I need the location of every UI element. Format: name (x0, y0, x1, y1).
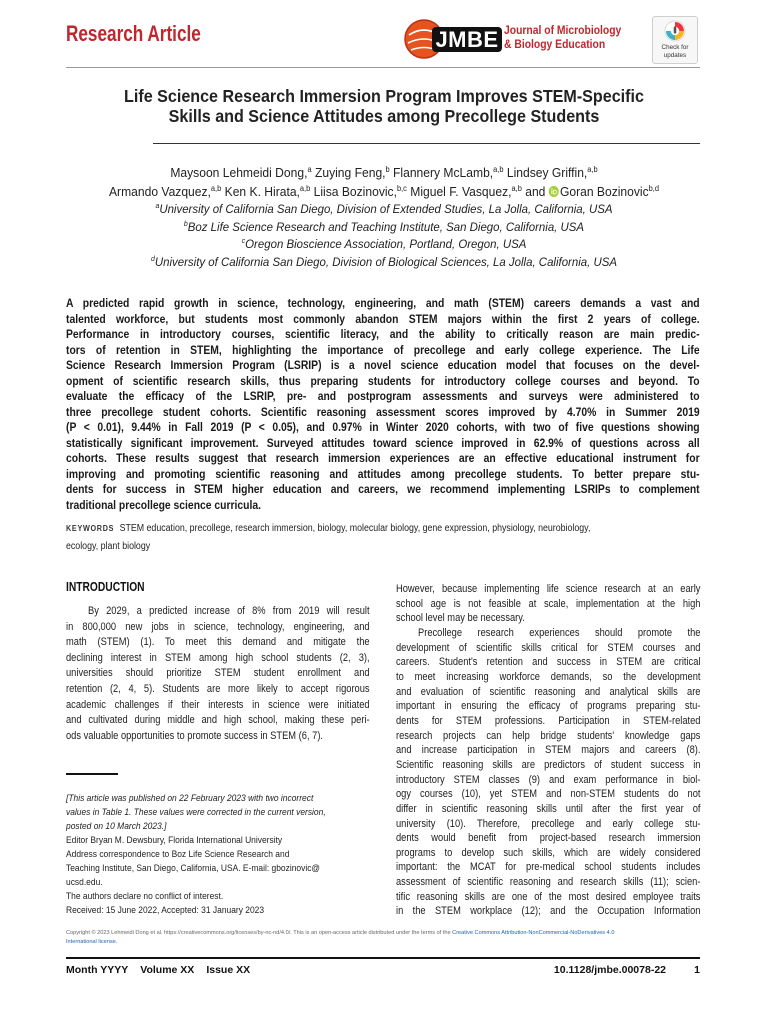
body-text-line: assessment of scientific reasoning and research skills (11); scien- (396, 876, 701, 889)
author-line (27, 163, 741, 182)
body-text-line: ods valuable opportunities to promote success in STEM (6, 7). (66, 729, 324, 742)
author-name: Liisa Bozinovic, (313, 184, 397, 199)
check-for-updates-badge[interactable] (652, 16, 698, 64)
author-line (27, 182, 741, 201)
affiliation-text: Boz Life Science Research and Teaching Institute, San Diego, California, USA (187, 219, 585, 234)
right-column-text (396, 582, 700, 919)
author (109, 184, 221, 199)
footnote-line: [This article was published on 22 February 2023 with two incorrect (66, 793, 314, 804)
keywords-label: KEYWORDS (66, 524, 115, 533)
abstract-line: three precollege student cohorts. Scientific reasoning assessment scores improved by 4.70% in Summer 2019 (66, 406, 700, 419)
footnote-line: Teaching Institute, San Diego, California, USA. E-mail: gbozinovic@ (66, 863, 321, 874)
copyright-text: Copyright © 2023 Lehmeidi Dong et al. https://creativecommons.org/licenses/by-nc-nd/4.0/. This is an open-access article distributed under the terms of the (66, 930, 453, 936)
doi: 10.1128/jmbe.00078-22 (553, 964, 666, 976)
author-affiliation-mark: b (385, 165, 390, 174)
author (507, 165, 598, 180)
affiliation (27, 219, 741, 237)
author-name: Maysoon Lehmeidi Dong, (170, 165, 308, 180)
body-text-line: in the STEM workplace (12); and the Occupation Information (396, 905, 701, 918)
footnote-line: Editor Bryan M. Dewsbury, Florida International University (66, 835, 283, 846)
abstract-line: Performance in introductory courses, scientific literacy, and the ability to critically reason are main predic- (66, 329, 700, 341)
body-text-line: in 800,000 new jobs in science, technology, engineering, and (66, 620, 370, 633)
title-line: Skills and Science Attitudes among Precollege Students (168, 106, 600, 126)
body-text-line: careers. Student's retention and success in STEM are critical (396, 656, 701, 669)
journal-name-line: & Biology Education (504, 39, 606, 51)
author (314, 184, 407, 199)
author (315, 165, 390, 180)
body-text-line: development of scientific skills critical for STEM courses and (396, 641, 701, 654)
author-name: Miguel F. Vasquez, (410, 184, 512, 199)
body-text-line: Precollege research experiences should promote the (418, 626, 701, 639)
body-text-line: and evaluation of scientific reasoning and analytical skills are (396, 685, 701, 698)
keywords-line: ecology, plant biology (66, 541, 151, 552)
abstract-line: traditional precollege science curricula. (66, 499, 262, 512)
body-text-line: ogy courses (10), yet STEM and non-STEM students do not (396, 788, 701, 801)
author (225, 184, 311, 199)
footnote-line: The authors declare no conflict of interest. (66, 891, 224, 902)
page-number: 1 (694, 964, 700, 976)
author-affiliation-mark: b,c (396, 184, 407, 193)
body-text-line: university (10). Therefore, precollege and early college stu- (396, 817, 701, 830)
abstract-line: tors of retention in STEM, highlighting the importance of precollege and early college experience. The Life (66, 344, 700, 357)
journal-logo (404, 18, 644, 62)
author-affiliation-mark: a,b (587, 165, 598, 174)
affiliation-mark: b (183, 218, 188, 228)
author-name: Ken K. Hirata, (224, 184, 300, 199)
keywords-text: STEM education, precollege, research immersion, biology, molecular biology, gene expression, physiology, neurobiology, (119, 523, 591, 534)
left-column-text (66, 604, 370, 744)
keywords-line (66, 520, 687, 538)
body-text-line: declining interest in STEM among high school students (2, 3), (66, 651, 370, 664)
affiliation-text: Oregon Bioscience Association, Portland, Oregon, USA (245, 237, 527, 252)
body-text-line: differ in scientific reasoning skills until after the first year of (396, 802, 701, 815)
logo-wordmark: JMBE (432, 27, 502, 52)
article-title (31, 86, 738, 126)
footnotes (66, 792, 370, 918)
footnote-line: values in Table 1. These values were corrected in the current version, (66, 807, 326, 818)
body-text-line: academic challenges if their interests in science were initiated (66, 698, 370, 711)
author (410, 184, 522, 199)
author-conjunction: and (525, 184, 546, 199)
body-text-line: programs to develop such skills, which are widely considered (396, 846, 701, 859)
title-divider (153, 143, 700, 144)
body-text-line: school age is not feasible at scale, implementation at the high (396, 597, 701, 610)
copyright-notice (66, 929, 700, 947)
author-affiliation-mark: a,b (210, 184, 222, 193)
badge-text: Check for (661, 44, 689, 51)
abstract-line: Science Research Immersion Program (LSRIP) is a novel science education model that focuses on the devel- (66, 360, 700, 372)
body-text-line: universities should prioritize STEM student enrollment and (66, 667, 370, 680)
section-heading: INTRODUCTION (66, 580, 145, 594)
orcid-icon[interactable] (549, 186, 559, 197)
author-affiliation-mark: b,d (648, 184, 660, 193)
body-text-line: to meet increasing workforce demands, so the development (396, 670, 701, 683)
affiliation-text: University of California San Diego, Division of Extended Studies, La Jolla, California, USA (159, 202, 613, 216)
affiliation-mark: c (241, 236, 246, 246)
copyright-line (66, 938, 700, 947)
license-link[interactable]: Creative Commons Attribution-NonCommercial-NoDerivatives 4.0 (452, 930, 615, 936)
author-affiliation-mark: a (307, 165, 312, 174)
affiliation (27, 254, 741, 272)
author (170, 165, 311, 180)
author-name: Armando Vazquez, (108, 184, 211, 199)
body-text-line: introductory STEM classes (9) and exam performance in biol- (396, 773, 701, 786)
abstract-line: cohorts. These results suggest that research immersion experiences are an effective educational instrument for (66, 453, 700, 465)
issue-date: Month YYYY (66, 964, 129, 976)
author-affiliation-mark: a,b (493, 165, 504, 174)
body-text-line: By 2029, a predicted increase of 8% from 2019 will result (88, 605, 370, 617)
affiliation-text: University of California San Diego, Division of Biological Sciences, La Jolla, California, USA (154, 255, 617, 270)
badge-text: updates (663, 51, 687, 59)
issue-info (66, 962, 262, 978)
body-text-line: and increase participation in STEM majors and careers (8). (396, 744, 701, 757)
abstract-line: (P < 0.01), 9.44% in Fall 2019 (P < 0.05), and 0.97% in Winter 2020 cohorts, with two of five questions showing (66, 422, 700, 434)
author-affiliation-mark: a,b (299, 184, 311, 193)
footnote-line: Received: 15 June 2022, Accepted: 31 January 2023 (66, 905, 265, 916)
body-text-line: and cultivated during middle and high school, making these peri- (66, 714, 370, 727)
license-link[interactable]: International license. (66, 939, 118, 945)
author-name: Lindsey Griffin, (506, 165, 588, 180)
affiliation (27, 201, 741, 219)
affiliation (27, 236, 741, 254)
footnote-line: ucsd.edu. (66, 877, 103, 888)
author-affiliation-mark: a,b (511, 184, 522, 193)
body-text-line: tific reasoning skills are one of the most desired employee traits (396, 890, 701, 903)
copyright-line (66, 929, 700, 938)
abstract-line: A predicted rapid growth in science, technology, engineering, and math (STEM) careers demands a vast and (66, 298, 700, 310)
body-text-line: Scientific reasoning skills are predictors of student success in (396, 758, 701, 771)
abstract-line: improving and promoting scientific reasoning and attitudes among precollege students. To better prepare stu- (66, 468, 700, 481)
body-text-line: research projects can help bridge students' knowledge gaps (396, 729, 701, 742)
footer-divider (66, 957, 700, 959)
footnote-divider (66, 773, 118, 775)
author-block (27, 163, 741, 272)
body-text-line: However, because implementing life science research at an early (396, 583, 701, 595)
abstract (66, 297, 700, 514)
body-text-line: math (STEM) (1). To meet this demand and mitigate the (66, 636, 370, 649)
crossmark-icon (664, 20, 686, 42)
body-text-line: retention (2, 4, 5). Students are more likely to accept rigorous (66, 682, 370, 695)
abstract-line: statistically significant improvement. Surveyed attitudes toward science improved in 62.9% of questions across all (66, 437, 700, 450)
affiliation-mark: d (151, 254, 155, 264)
author-name: Zuying Feng, (314, 165, 386, 180)
body-text-line: important: the MCAT for pre-medical school students includes (396, 861, 701, 874)
footnote-line: posted on 10 March 2023.] (66, 821, 167, 832)
abstract-line: dents for success in STEM higher education and careers, we recommend implementing LSRIPs to complement (66, 484, 700, 496)
keywords (66, 520, 687, 556)
abstract-line: evaluate the efficacy of the LSRIP, pre- and postprogram assessments and surveys were administered to (66, 391, 700, 403)
journal-name-line: Journal of Microbiology (504, 25, 622, 37)
footnote-line: Address correspondence to Boz Life Science Research and (66, 849, 290, 860)
body-text-line: dents would benefit from project-based research immersion (396, 832, 701, 845)
body-text-line: important in ensuring the efficacy of programs preparing stu- (396, 700, 701, 713)
volume-number: Volume XX (140, 964, 195, 976)
author-name: Goran Bozinovic (559, 184, 649, 199)
body-text-line: school level may be necessary. (396, 612, 525, 625)
issue-number: Issue XX (206, 964, 251, 976)
abstract-line: talented workforce, but students most commonly abandon STEM majors within the first 2 years of college. (66, 313, 700, 326)
abstract-line: opment of scientific research skills, thus preparing students for introductory college courses and beyond. To (66, 375, 700, 388)
author (549, 184, 659, 199)
author (393, 165, 503, 180)
article-type-label: Research Article (66, 21, 201, 46)
affiliation-mark: a (155, 201, 160, 210)
header-divider (66, 67, 700, 68)
author-name: Flannery McLamb, (393, 165, 494, 180)
body-text-line: dents for STEM professions. Participation in STEM-related (396, 714, 701, 727)
title-line: Life Science Research Immersion Program Improves STEM-Specific (124, 86, 644, 106)
